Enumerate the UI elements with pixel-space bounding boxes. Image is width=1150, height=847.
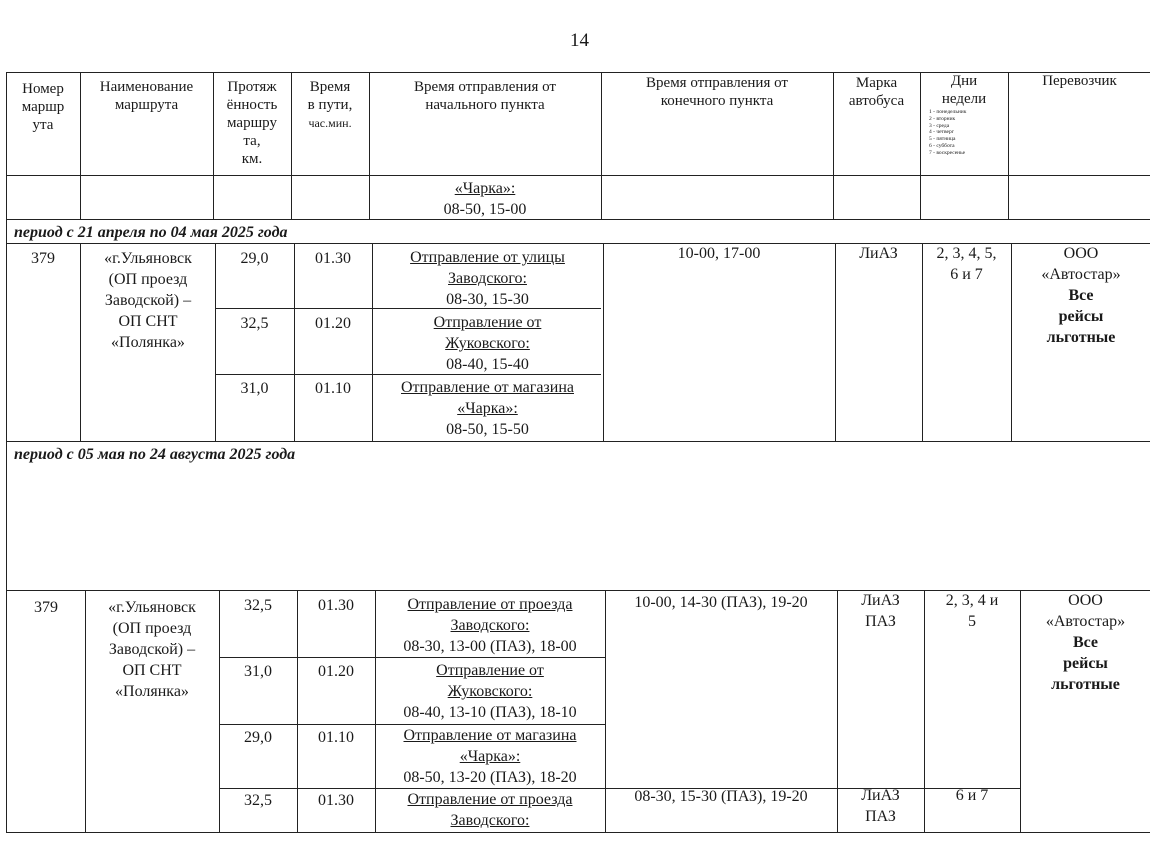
header-departure-start: Время отправления от начального пункта <box>414 79 556 113</box>
period1-route-number: 379 <box>31 250 55 267</box>
header-carrier: Перевозчик <box>1042 73 1117 89</box>
period1-stop2-time: 01.20 <box>315 315 351 332</box>
period2-stop2-time: 01.20 <box>318 663 354 680</box>
period2-bus-weekend: ЛиАЗ ПАЗ <box>861 787 900 825</box>
header-length: Протяж ённость маршру та, км. <box>226 79 278 167</box>
period2-stop1-time: 01.30 <box>318 597 354 614</box>
period2-days-weekend: 6 и 7 <box>955 787 989 804</box>
period2-stop3-length: 29,0 <box>244 729 272 746</box>
period2-days-weekday: 2, 3, 4 и 5 <box>945 592 999 630</box>
header-departure-end: Время отправления от конечного пункта <box>646 75 788 109</box>
period2-bus-weekday: ЛиАЗ ПАЗ <box>861 592 900 630</box>
header-weekdays: Дни недели 1 - понедельник 2 - вторник 3 - среда 4 - четверг 5 - пятница 6 - суббота 7 - воскресенье <box>921 72 1007 157</box>
period1-stop3-length: 31,0 <box>240 380 269 397</box>
period2-carrier: ООО «Автостар» Все рейсы льготные <box>1045 592 1126 693</box>
period1-stop2-length: 32,5 <box>240 315 269 332</box>
period2-label: период с 05 мая по 24 августа 2025 года <box>14 446 296 463</box>
period2-stop2-departure: Отправление от Жуковского: 08-40, 13-10 (ПАЗ), 18-10 <box>403 662 577 721</box>
period1-stop3-departure: Отправление от магазина «Чарка»: 08-50, 15-50 <box>401 379 574 438</box>
period1-route-name: «г.Ульяновск (ОП проезд Заводской) – ОП СНТ «Полянка» <box>104 250 192 351</box>
period2-end-departure-weekend: 08-30, 15-30 (ПАЗ), 19-20 <box>634 788 808 805</box>
header-travel-time: Время в пути, час.мин. <box>307 79 353 130</box>
period1-label: период с 21 апреля по 04 мая 2025 года <box>14 224 288 241</box>
period1-carrier: ООО «Автостар» Все рейсы льготные <box>1041 245 1121 346</box>
period1-stop1-time: 01.30 <box>315 250 351 267</box>
period1-bus: ЛиАЗ <box>859 245 898 262</box>
period2-stop3-time: 01.10 <box>318 729 354 746</box>
period2-route-number: 379 <box>34 599 58 616</box>
period2-stop1-departure: Отправление от проезда Заводского: 08-30, 13-00 (ПАЗ), 18-00 <box>403 596 577 655</box>
period2-stop1-length: 32,5 <box>244 597 272 614</box>
weekdays-legend: 1 - понедельник 2 - вторник 3 - среда 4 - четверг 5 - пятница 6 - суббота 7 - воскресенье <box>929 109 967 156</box>
period2-stop2-length: 31,0 <box>244 663 272 680</box>
period1-end-departure: 10-00, 17-00 <box>677 245 761 262</box>
page-number: 14 <box>570 30 589 51</box>
continuation-cell: «Чарка»: 08-50, 15-00 <box>443 180 527 218</box>
header-route-name: Наименование маршрута <box>99 79 194 113</box>
period2-end-departure-weekday: 10-00, 14-30 (ПАЗ), 19-20 <box>634 594 808 611</box>
period2-route-name: «г.Ульяновск (ОП проезд Заводской) – ОП СНТ «Полянка» <box>108 599 196 700</box>
header-route-number: Номер маршр ута <box>21 81 65 133</box>
period1-stop1-departure: Отправление от улицы Заводского: 08-30, 15-30 <box>410 249 565 308</box>
period2-stop4-length: 32,5 <box>244 792 272 809</box>
period1-stop2-departure: Отправление от Жуковского: 08-40, 15-40 <box>433 314 542 373</box>
period1-days: 2, 3, 4, 5, 6 и 7 <box>936 245 997 283</box>
period2-stop4-time: 01.30 <box>318 792 354 809</box>
header-bus-brand: Марка автобуса <box>848 75 905 109</box>
period1-stop1-length: 29,0 <box>240 250 269 267</box>
period1-stop3-time: 01.10 <box>315 380 351 397</box>
period2-stop3-departure: Отправление от магазина «Чарка»: 08-50, 13-20 (ПАЗ), 18-20 <box>403 727 577 786</box>
period2-stop4-departure: Отправление от проезда Заводского: <box>407 791 573 829</box>
